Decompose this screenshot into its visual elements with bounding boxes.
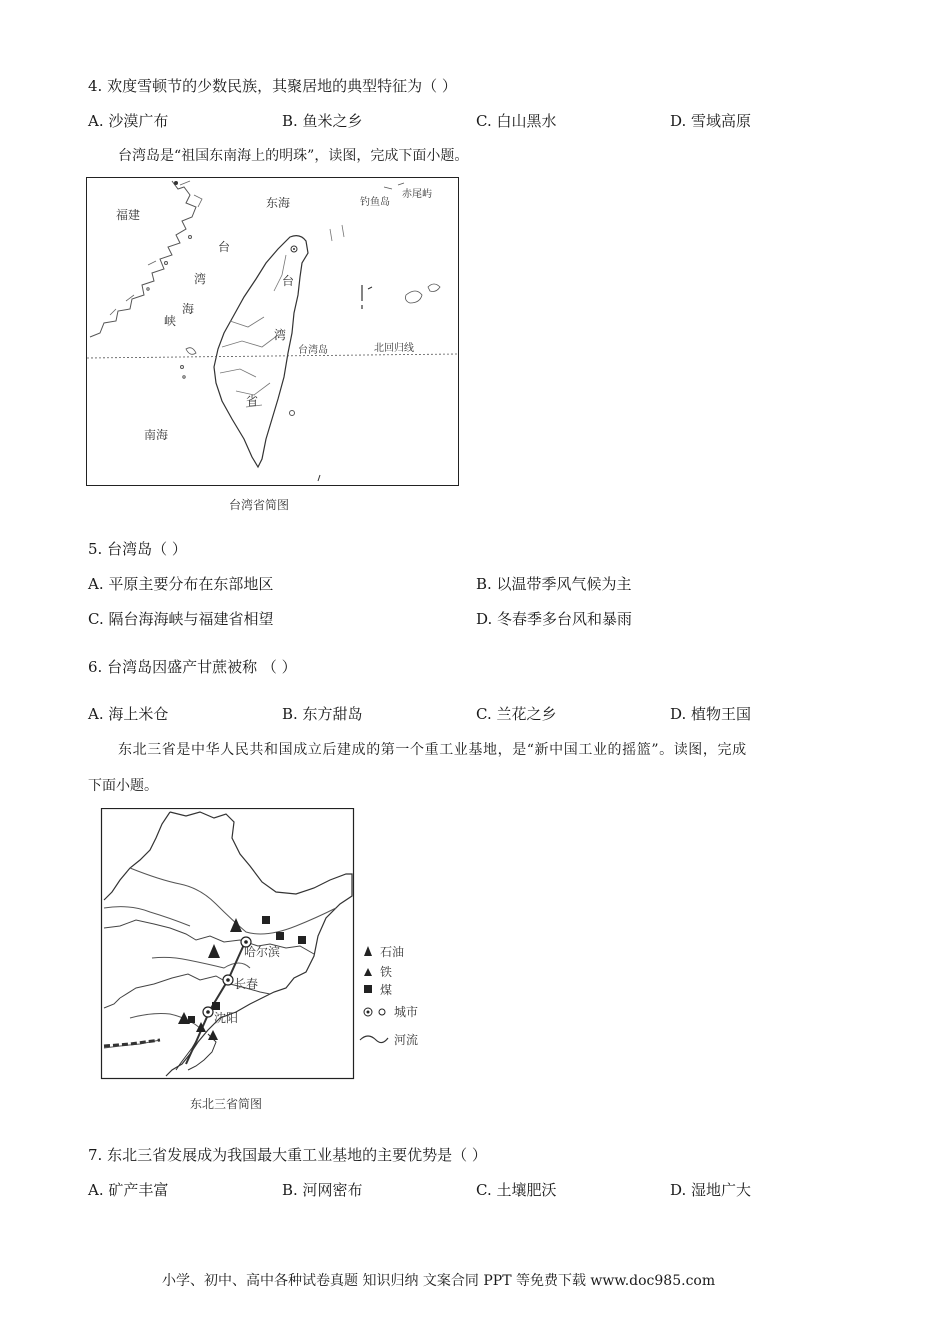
question-5-stem: 5. 台湾岛（ ）: [88, 540, 187, 558]
question-4-stem: 4. 欢度雪顿节的少数民族，其聚居地的典型特征为（ ）: [88, 77, 457, 95]
northeast-map-caption: 东北三省简图: [190, 1097, 263, 1111]
legend-city-label: 城市: [394, 1005, 419, 1019]
label-strait-4: 峡: [164, 314, 177, 328]
question-5-option-a: A. 平原主要分布在东部地区: [88, 575, 274, 593]
question-6-option-d: D. 植物王国: [670, 705, 752, 723]
question-4-option-c: C. 白山黑水: [476, 112, 557, 130]
question-7-option-b: B. 河网密布: [282, 1181, 363, 1199]
legend-oil-icon: [364, 946, 372, 956]
label-diaoyudao: 钓鱼岛: [360, 197, 390, 208]
taiwan-map-caption: 台湾省简图: [229, 498, 290, 512]
map-legend: [360, 944, 418, 1047]
question-6-option-b: B. 东方甜岛: [282, 705, 363, 723]
city-changchun: 长春: [234, 977, 259, 991]
legend-oil-label: 石油: [380, 945, 405, 959]
intro-northeast-line-2: 下面小题。: [88, 778, 158, 794]
legend-iron-icon: [364, 968, 372, 976]
question-5-option-c: C. 隔台海海峡与福建省相望: [88, 610, 274, 628]
question-6-option-a: A. 海上米仓: [88, 705, 169, 723]
legend-river-label: 河流: [394, 1033, 419, 1047]
label-strait-1: 台: [218, 240, 231, 254]
label-tropic-of-cancer: 北回归线: [374, 343, 414, 354]
northeast-map: [100, 808, 440, 1080]
legend-coal-icon: [364, 985, 372, 993]
label-strait-2: 湾: [194, 272, 207, 286]
legend-river-icon: [360, 1036, 388, 1043]
label-province-2: 湾: [274, 328, 287, 342]
question-4-option-b: B. 鱼米之乡: [282, 112, 363, 130]
city-shenyang: 沈阳: [214, 1011, 239, 1025]
question-7-option-a: A. 矿产丰富: [88, 1181, 169, 1199]
label-fujian: 福建: [116, 208, 141, 222]
label-nanhai: 南海: [144, 428, 169, 442]
legend-iron-label: 铁: [380, 965, 393, 979]
label-chiweiyu: 赤尾屿: [402, 189, 432, 200]
legend-coal-label: 煤: [380, 983, 393, 997]
label-taiwan-island: 台湾岛: [298, 345, 328, 356]
city-harbin: 哈尔滨: [244, 945, 281, 959]
legend-city-icon: [379, 1009, 385, 1015]
intro-taiwan: 台湾岛是“祖国东南海上的明珠”，读图，完成下面小题。: [118, 148, 469, 164]
question-6-option-c: C. 兰花之乡: [476, 705, 557, 723]
question-7-stem: 7. 东北三省发展成为我国最大重工业基地的主要优势是（ ）: [88, 1146, 487, 1164]
question-5-option-d: D. 冬春季多台风和暴雨: [476, 610, 633, 628]
label-province-3: 省: [246, 394, 259, 408]
label-donghai: 东海: [266, 196, 291, 210]
label-province-1: 台: [282, 274, 295, 288]
question-6-stem: 6. 台湾岛因盛产甘蔗被称 （ ）: [88, 658, 297, 676]
question-4-option-d: D. 雪域高原: [670, 112, 752, 130]
question-4-option-a: A. 沙漠广布: [88, 112, 169, 130]
question-7-option-d: D. 湿地广大: [670, 1181, 752, 1199]
page-footer: 小学、初中、高中各种试卷真题 知识归纳 文案合同 PPT 等免费下载 www.doc985.com: [162, 1273, 716, 1289]
question-5-option-b: B. 以温带季风气候为主: [476, 575, 632, 593]
taiwan-map: [86, 177, 460, 487]
label-strait-3: 海: [182, 302, 195, 316]
intro-northeast-line-1: 东北三省是中华人民共和国成立后建成的第一个重工业基地，是“新中国工业的摇篮”。读图，完成: [118, 742, 747, 758]
question-7-option-c: C. 土壤肥沃: [476, 1181, 557, 1199]
